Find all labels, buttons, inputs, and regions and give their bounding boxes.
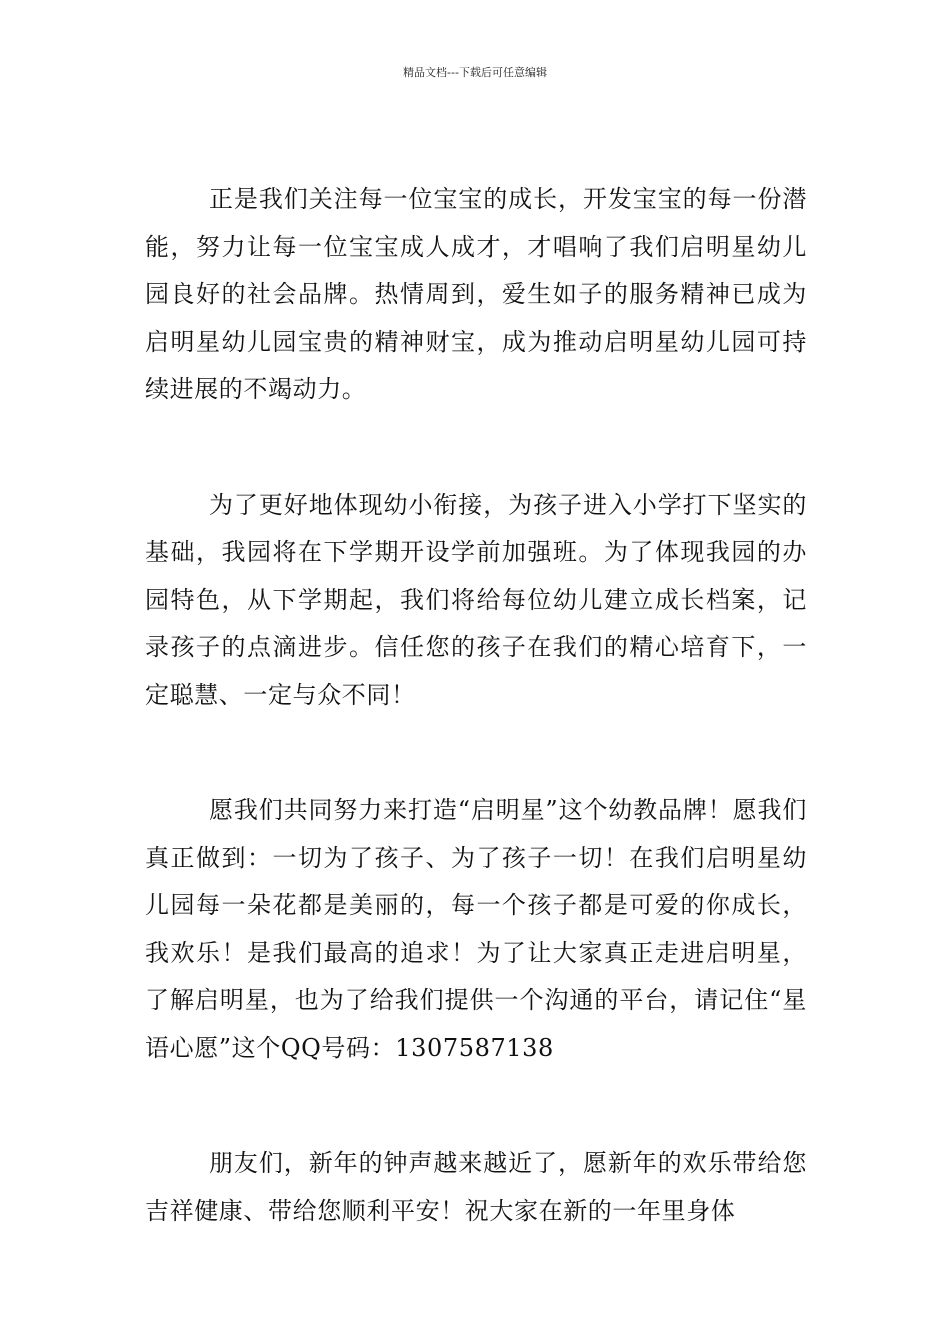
- document-body: [145, 176, 807, 1235]
- paragraph-1: 正是我们关注每一位宝宝的成长，开发宝宝的每一份潜能，努力让每一位宝宝成人成才，才唱响了我们启明星幼儿园良好的社会品牌。热情周到，爱生如子的服务精神已成为启明星幼儿园宝贵的精神财宝，成为推动启明星幼儿园可持续进展的不竭动力。: [145, 185, 807, 403]
- paragraph-3: 愿我们共同努力来打造“启明星”这个幼教品牌！愿我们真正做到：一切为了孩子、为了孩子一切！在我们启明星幼儿园每一朵花都是美丽的，每一个孩子都是可爱的你成长，我欢乐！是我们最高的追求！为了让大家真正走进启明星，了解启明星，也为了给我们提供一个沟通的平台，请记住“星语心愿”这个QQ号码：1307587138: [145, 796, 807, 1062]
- paragraph-2: 为了更好地体现幼小衔接，为孩子进入小学打下坚实的基础，我园将在下学期开设学前加强班。为了体现我园的办园特色，从下学期起，我们将给每位幼儿建立成长档案，记录孩子的点滴进步。信任您的孩子在我们的精心培育下，一定聪慧、一定与众不同！: [145, 490, 807, 709]
- paragraph-4: 朋友们，新年的钟声越来越近了，愿新年的欢乐带给您吉祥健康、带给您顺利平安！祝大家在新的一年里身体: [145, 1149, 807, 1225]
- page-header: 精品文档---下载后可任意编辑: [403, 66, 547, 79]
